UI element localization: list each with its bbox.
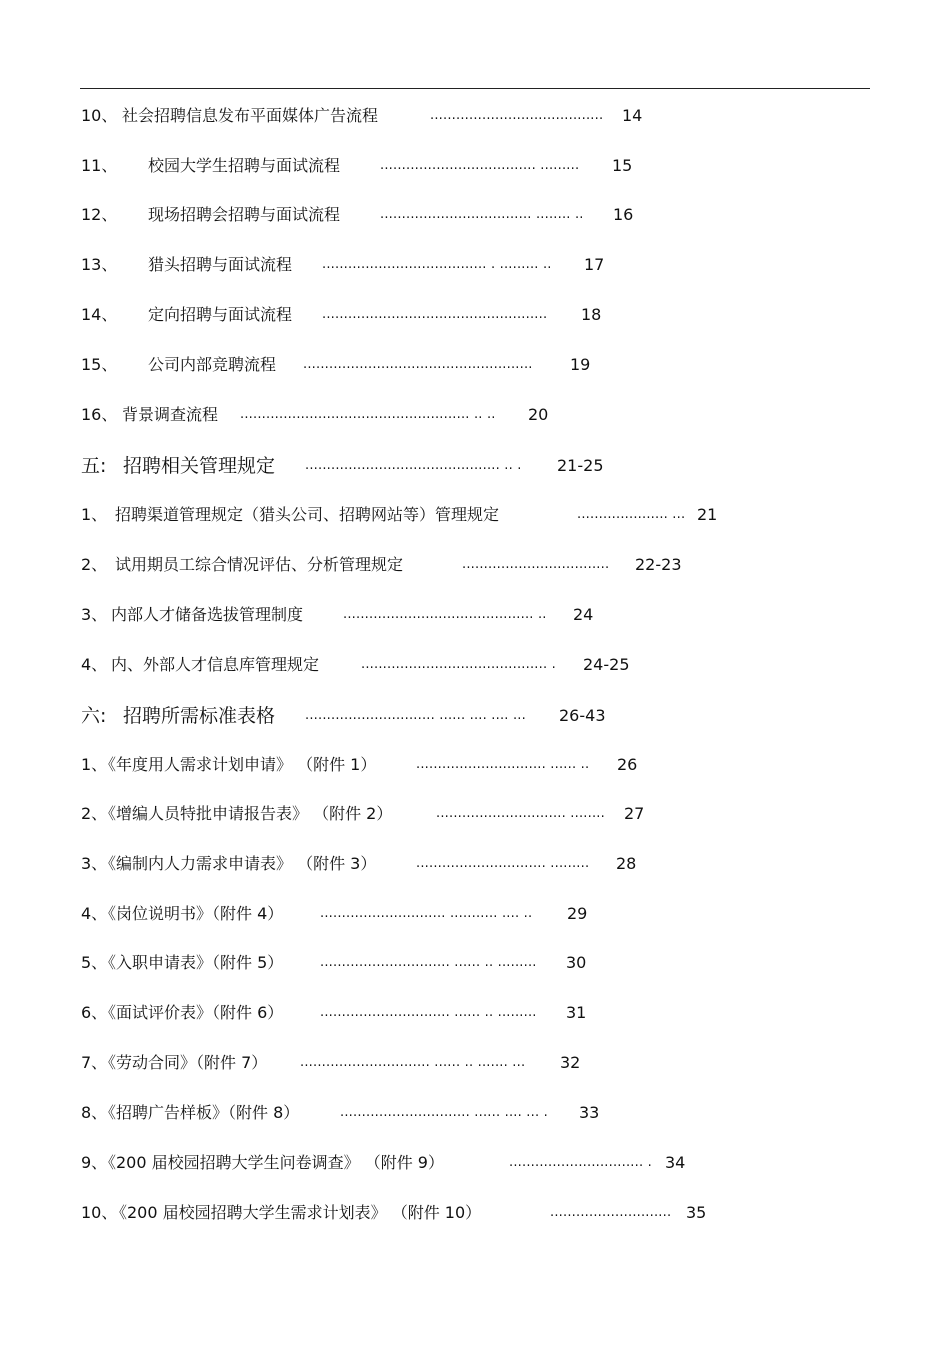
toc-page-number: 32: [560, 1053, 581, 1072]
toc-entry[interactable]: [0, 750, 950, 780]
toc-entry[interactable]: [0, 1098, 950, 1128]
toc-title: 现场招聘会招聘与面试流程: [148, 205, 341, 224]
top-divider: [80, 88, 870, 89]
toc-number: 13、: [81, 255, 118, 274]
toc-entry[interactable]: [0, 849, 950, 879]
toc-page-number: 19: [570, 355, 591, 374]
toc-number: 10、: [81, 106, 118, 125]
toc-title: 内、外部人才信息库管理规定: [111, 655, 320, 674]
toc-entry[interactable]: [0, 300, 950, 330]
toc-number: 9、: [81, 1153, 108, 1172]
toc-entry[interactable]: [0, 550, 950, 580]
toc-title: 《年度用人需求计划申请》 （附件 1）: [100, 755, 377, 774]
toc-leader: ............................................. .. .: [305, 458, 522, 473]
toc-leader: ........................................: [430, 108, 604, 123]
toc-number: 1、: [81, 755, 108, 774]
toc-leader: .....................................................: [303, 357, 533, 372]
toc-leader: ............................................ ..: [343, 607, 547, 622]
section-title: 招聘相关管理规定: [123, 455, 276, 477]
toc-title: 内部人才储备选拔管理制度: [111, 605, 304, 624]
toc-title: 《面试评价表》（附件 6）: [100, 1003, 284, 1022]
toc-entry[interactable]: [0, 650, 950, 680]
toc-leader: .............................. .........: [416, 856, 590, 871]
toc-number: 15、: [81, 355, 118, 374]
toc-entry[interactable]: [0, 998, 950, 1028]
toc-page-number: 21-25: [557, 456, 604, 475]
toc-leader: .............................. ........: [436, 806, 605, 821]
toc-leader: .................................... .........: [380, 158, 580, 173]
section-number: 六:: [81, 705, 107, 727]
section-number: 五:: [81, 455, 107, 477]
toc-leader: ............................: [550, 1205, 672, 1220]
toc-title: 《入职申请表》（附件 5）: [100, 953, 284, 972]
toc-page-number: 26-43: [559, 706, 606, 725]
toc-page-number: 24: [573, 605, 594, 624]
toc-leader: .............................. ...... .... .... ...: [305, 708, 526, 723]
toc-entry[interactable]: [0, 101, 950, 131]
toc-title: 试用期员工综合情况评估、分析管理规定: [115, 555, 404, 574]
toc-section-heading[interactable]: [0, 701, 950, 731]
toc-leader: ............................. ........... .... ..: [320, 906, 533, 921]
toc-number: 11、: [81, 156, 118, 175]
toc-leader: ................................... ........ ..: [380, 207, 584, 222]
toc-title: 校园大学生招聘与面试流程: [148, 156, 341, 175]
toc-section-heading[interactable]: [0, 451, 950, 481]
toc-page-number: 35: [686, 1203, 707, 1222]
toc-entry[interactable]: [0, 600, 950, 630]
toc-entry[interactable]: [0, 350, 950, 380]
toc-page-number: 26: [617, 755, 638, 774]
toc-page-number: 15: [612, 156, 633, 175]
toc-page-number: 28: [616, 854, 637, 873]
toc-number: 10、: [81, 1203, 118, 1222]
toc-page-number: 27: [624, 804, 645, 823]
toc-entry[interactable]: [0, 400, 950, 430]
toc-number: 16、: [81, 405, 118, 424]
toc-entry[interactable]: [0, 1148, 950, 1178]
toc-number: 1、: [81, 505, 108, 524]
toc-page-number: 21: [697, 505, 718, 524]
toc-entry[interactable]: [0, 899, 950, 929]
toc-number: 4、: [81, 904, 108, 923]
toc-page-number: 16: [613, 205, 634, 224]
toc-entry[interactable]: [0, 151, 950, 181]
toc-number: 4、: [81, 655, 108, 674]
toc-title: 社会招聘信息发布平面媒体广告流程: [122, 106, 379, 125]
toc-page-number: 29: [567, 904, 588, 923]
toc-number: 8、: [81, 1103, 108, 1122]
toc-page-number: 34: [665, 1153, 686, 1172]
toc-title: 背景调查流程: [122, 405, 219, 424]
toc-number: 2、: [81, 804, 108, 823]
toc-title: 《200 届校园招聘大学生需求计划表》 （附件 10）: [111, 1203, 482, 1222]
toc-leader: ....................................................: [322, 307, 548, 322]
toc-number: 6、: [81, 1003, 108, 1022]
toc-title: 《劳动合同》（附件 7）: [100, 1053, 268, 1072]
toc-title: 定向招聘与面试流程: [148, 305, 293, 324]
toc-leader: .............................. ...... .. .........: [320, 1005, 537, 1020]
toc-number: 14、: [81, 305, 118, 324]
toc-number: 3、: [81, 854, 108, 873]
toc-entry[interactable]: [0, 948, 950, 978]
toc-title: 招聘渠道管理规定（猎头公司、招聘网站等）管理规定: [115, 505, 500, 524]
toc-entry[interactable]: [0, 1198, 950, 1228]
toc-entry[interactable]: [0, 799, 950, 829]
toc-page-number: 22-23: [635, 555, 682, 574]
toc-title: 公司内部竞聘流程: [148, 355, 277, 374]
toc-page-number: 20: [528, 405, 549, 424]
toc-number: 12、: [81, 205, 118, 224]
toc-entry[interactable]: [0, 250, 950, 280]
toc-page-number: 30: [566, 953, 587, 972]
toc-leader: .............................. ...... .. .........: [320, 955, 537, 970]
toc-number: 5、: [81, 953, 108, 972]
toc-entry[interactable]: [0, 1048, 950, 1078]
toc-entry[interactable]: [0, 500, 950, 530]
toc-leader: ..................... ...: [577, 507, 686, 522]
toc-title: 《增编人员特批申请报告表》 （附件 2）: [100, 804, 393, 823]
toc-leader: .............................. ...... .. ....... ...: [300, 1055, 526, 1070]
toc-number: 2、: [81, 555, 108, 574]
toc-title: 《200 届校园招聘大学生问卷调查》 （附件 9）: [100, 1153, 444, 1172]
toc-page-number: 24-25: [583, 655, 630, 674]
toc-leader: ..................................................... .. ..: [240, 407, 496, 422]
toc-title: 《岗位说明书》（附件 4）: [100, 904, 284, 923]
toc-number: 7、: [81, 1053, 108, 1072]
toc-title: 猎头招聘与面试流程: [148, 255, 293, 274]
toc-title: 《编制内人力需求申请表》 （附件 3）: [100, 854, 377, 873]
toc-page-number: 17: [584, 255, 605, 274]
toc-page-number: 33: [579, 1103, 600, 1122]
section-title: 招聘所需标准表格: [123, 705, 276, 727]
toc-page-number: 18: [581, 305, 602, 324]
toc-number: 3、: [81, 605, 108, 624]
toc-entry[interactable]: [0, 200, 950, 230]
toc-leader: ..................................: [462, 557, 610, 572]
toc-title: 《招聘广告样板》（附件 8）: [100, 1103, 300, 1122]
toc-leader: ...................................... . ......... ..: [322, 257, 552, 272]
toc-leader: ........................................... .: [361, 657, 556, 672]
toc-page-number: 31: [566, 1003, 587, 1022]
toc-leader: .............................. ...... ..: [416, 757, 590, 772]
toc-leader: .............................. ...... .... ... .: [340, 1105, 548, 1120]
toc-page-number: 14: [622, 106, 643, 125]
toc-leader: ............................... .: [509, 1155, 652, 1170]
